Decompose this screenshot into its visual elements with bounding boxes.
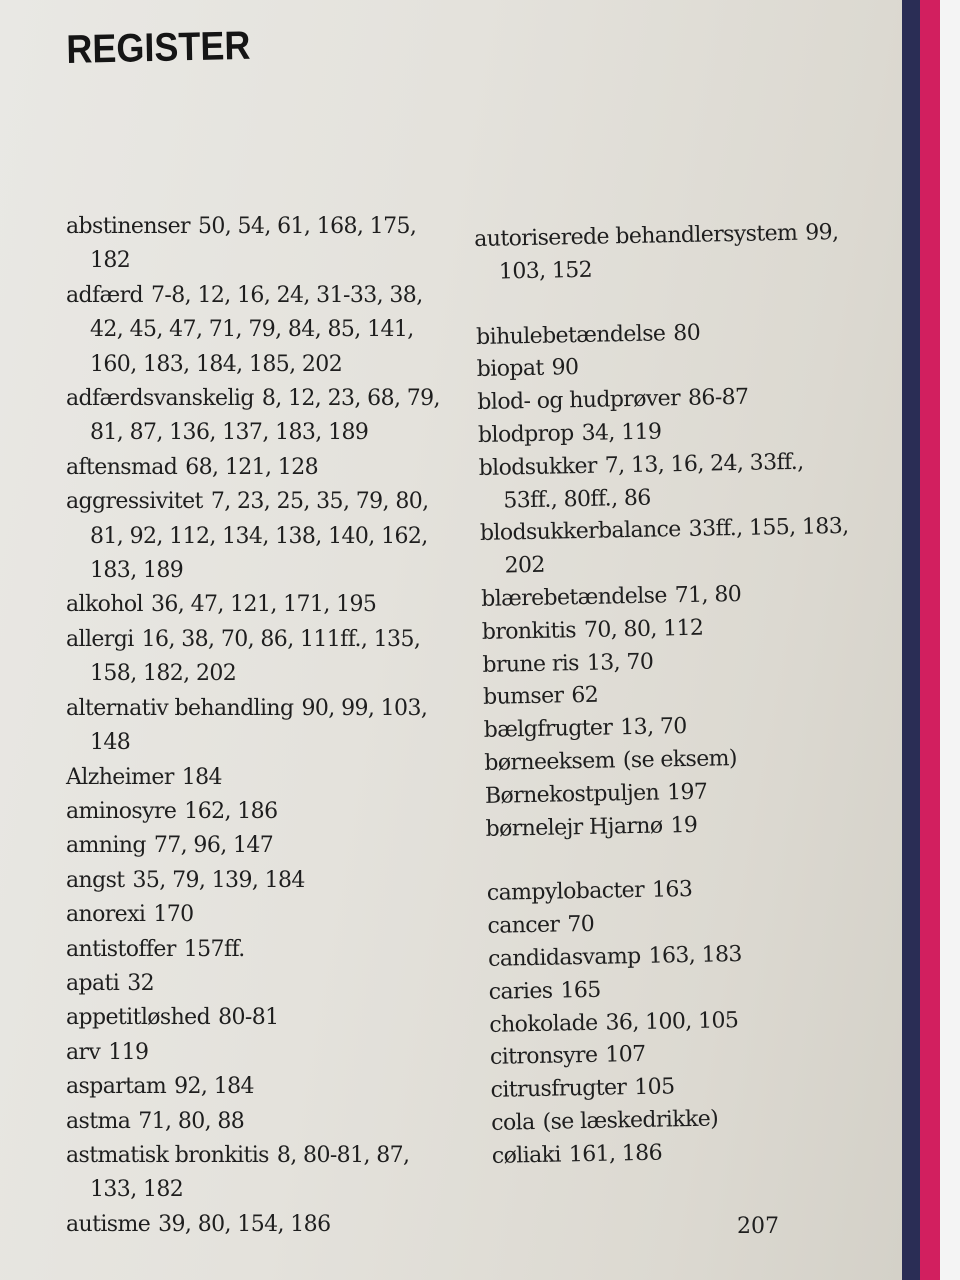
entry-pages: 162, 186 [184,798,278,824]
entry-line [66,1139,440,1173]
index-entry [66,829,440,863]
entry-pages: 50, 54, 61, 168, 175, [197,214,417,239]
entry-pages: 7, 23, 25, 35, 79, 80, [210,489,429,515]
index-entry [66,210,440,279]
entry-line [66,1001,440,1035]
entry-term: astmatisk bronkitis [66,1142,269,1168]
entry-line [66,485,440,519]
index-entry [66,1001,440,1035]
page-title: REGISTER [66,23,251,72]
entry-term: Børnekostpuljen [484,780,660,809]
page-number: 207 [737,1214,779,1239]
entry-pages-continued: 160, 183, 184, 185, 202 [90,351,343,377]
index-entry [66,967,440,1001]
entry-term: blodprop [477,421,574,448]
entry-pages: 163 [651,877,693,904]
index-entry [474,217,844,290]
entry-pages-continued: 182 [90,248,131,274]
entry-pages: 68, 121, 128 [185,454,318,480]
entry-term: allergi [66,626,134,652]
entry-term: campylobacter [486,878,645,907]
entry-pages: 157ff. [183,936,245,962]
book-edge-pink [920,0,940,1280]
entry-pages: 92, 184 [174,1074,254,1100]
entry-term: blærebetændelse [480,583,667,612]
entry-pages: 34, 119 [581,419,662,446]
entry-term: blodsukkerbalance [479,517,681,547]
index-entry [66,1070,440,1104]
entry-pages: 39, 80, 154, 186 [158,1211,331,1237]
entry-pages: 32 [127,970,154,996]
entry-pages: 8, 80-81, 87, [276,1142,410,1168]
entry-pages-continued: 133, 182 [90,1177,184,1203]
entry-line [66,1105,440,1139]
entry-term: adfærdsvanskelig [66,386,254,412]
entry-pages: 7-8, 12, 16, 24, 31-33, 38, [151,282,423,308]
index-entry [66,795,440,829]
entry-term: aggressivitet [66,489,203,515]
entry-term: bumser [482,683,564,711]
entry-term: autoriserede behandlersystem [474,220,798,252]
entry-pages: 19 [670,812,698,838]
index-entry [66,898,440,932]
entry-line [66,761,440,795]
entry-term: adfærd [66,282,144,308]
entry-term: astma [66,1108,131,1134]
entry-term: citrusfrugter [490,1075,627,1103]
entry-term: Alzheimer [66,764,174,790]
index-entry [480,511,850,584]
index-entry [66,382,440,451]
entry-pages: (se eksem) [622,746,738,774]
entry-term: aftensmad [66,454,178,480]
entry-term: børnelejr Hjarnø [485,813,663,842]
book-edge-navy [902,0,920,1280]
entry-pages: 80-81 [218,1005,279,1031]
entry-term: autisme [66,1211,151,1237]
entry-term: caries [488,978,553,1005]
entry-line [66,1208,440,1242]
entry-pages-continued: 81, 92, 112, 134, 138, 140, 162, [90,523,428,549]
entry-line [66,864,440,898]
index-entry [66,1139,440,1208]
index-entry [478,446,848,519]
entry-term: appetitløshed [66,1005,211,1031]
entry-line [66,623,440,657]
entry-pages: 70 [567,911,595,938]
entry-pages: 77, 96, 147 [153,833,274,859]
entry-pages: 13, 70 [586,649,654,676]
entry-pages-continued: 42, 45, 47, 71, 79, 84, 85, 141, [90,317,414,343]
index-entry [66,279,440,382]
entry-term: angst [66,867,125,893]
entry-pages: 165 [560,977,601,1004]
index-entry [66,1208,440,1242]
index-entry [492,1133,861,1173]
entry-pages: 62 [571,683,599,709]
entry-term: aminosyre [66,798,177,824]
entry-pages: 71, 80 [674,581,742,609]
entry-term: antistoffer [66,936,176,962]
entry-line [66,588,440,622]
entry-line [66,451,440,485]
entry-pages: 70, 80, 112 [583,615,704,643]
entry-pages: 119 [108,1039,149,1065]
entry-line [66,967,440,1001]
entry-term: børneeksem [484,748,616,776]
index-entry [66,1036,440,1070]
entry-pages-continued: 103, 152 [498,257,593,285]
index-entry [66,588,440,622]
entry-term: alkohol [66,592,143,618]
background-edge [940,0,960,1280]
entry-pages: 90 [551,355,579,381]
entry-pages: 184 [181,764,222,790]
entry-pages: 16, 38, 70, 86, 111ff., 135, [141,626,421,652]
entry-pages: 170 [153,902,194,928]
entry-term: cancer [487,912,560,940]
entry-line [66,382,440,416]
entry-line [66,933,440,967]
entry-term: bronkitis [481,617,577,645]
index-entry [66,761,440,795]
entry-pages: 35, 79, 139, 184 [132,867,305,893]
entry-line [492,1133,861,1173]
entry-pages: 99, [805,220,839,246]
entry-line [66,692,440,726]
entry-term: chokolade [489,1010,598,1038]
entry-pages-continued: 202 [504,552,546,579]
entry-term: alternativ behandling [66,695,294,721]
entry-line [66,898,440,932]
entry-pages: 105 [634,1074,675,1101]
index-entry [66,692,440,761]
entry-term: cola [491,1109,535,1136]
entry-pages: 71, 80, 88 [138,1108,245,1134]
index-column-left [66,210,440,1242]
entry-pages: 33ff., 155, 183, [688,514,849,543]
entry-pages: 80 [673,320,701,346]
index-entry [66,451,440,485]
index-entry [66,623,440,692]
entry-line [66,829,440,863]
entry-term: blod- og hudprøver [477,386,681,416]
index-entry [66,1105,440,1139]
entry-term: blodsukker [478,453,598,481]
index-entry [66,933,440,967]
entry-term: anorexi [66,902,146,928]
entry-term: apati [66,970,120,996]
entry-line [66,795,440,829]
entry-pages: 13, 70 [620,714,687,741]
entry-pages: 7, 13, 16, 24, 33ff., [604,449,804,479]
entry-pages-continued: 53ff., 80ff., 86 [503,485,651,514]
entry-term: abstinenser [66,214,190,239]
entry-pages-continued: 158, 182, 202 [90,661,237,687]
entry-line [66,210,440,244]
entry-pages: 36, 47, 121, 171, 195 [150,592,377,618]
entry-pages: 163, 183 [648,941,742,969]
entry-term: cøliaki [491,1142,562,1169]
entry-term: aspartam [66,1074,167,1100]
entry-pages-continued: 183, 189 [90,558,184,584]
index-entry [66,864,440,898]
entry-line [66,1036,440,1070]
entry-line [66,1070,440,1104]
index-column-right [474,217,861,1173]
entry-term: candidasvamp [487,943,641,972]
entry-pages: 197 [666,779,708,806]
entry-pages-continued: 148 [90,730,131,756]
entry-pages: 36, 100, 105 [605,1007,739,1036]
entry-pages-continued: 81, 87, 136, 137, 183, 189 [90,420,369,446]
entry-line [66,279,440,313]
entry-term: biopat [476,356,544,383]
entry-term: amning [66,833,146,859]
entry-term: bihulebetændelse [475,320,666,350]
entry-pages: 8, 12, 23, 68, 79, [261,386,440,412]
index-entry [66,485,440,588]
entry-pages: (se læskedrikke) [542,1106,719,1135]
entry-pages: 86-87 [687,384,749,412]
entry-term: bælgfrugter [483,715,613,744]
entry-term: brune ris [482,650,580,678]
entry-pages: 90, 99, 103, [301,695,428,721]
entry-pages: 161, 186 [568,1140,663,1168]
entry-pages: 107 [605,1042,646,1068]
entry-term: citronsyre [489,1043,598,1071]
entry-term: arv [66,1039,101,1065]
